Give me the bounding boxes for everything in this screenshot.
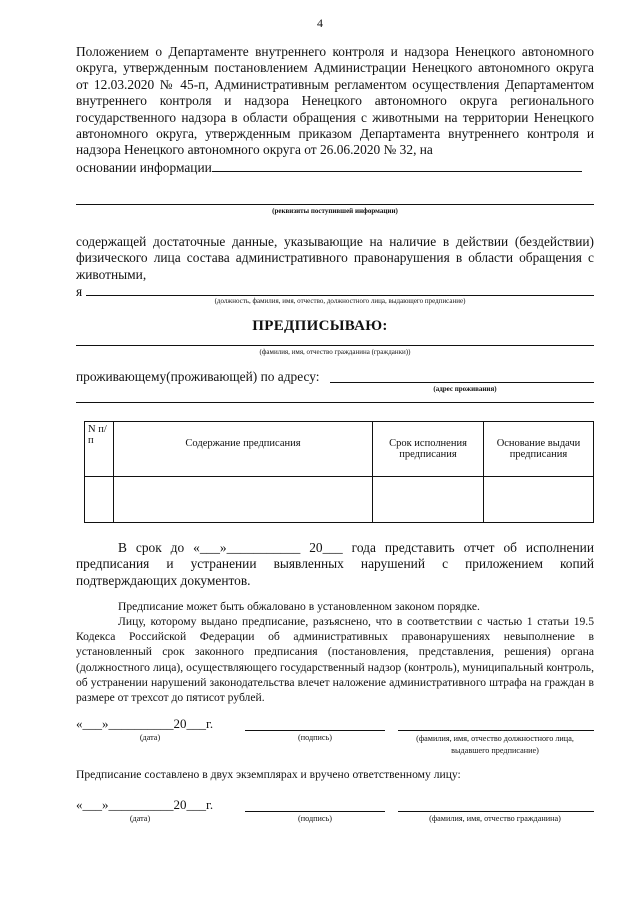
sign1-name-line[interactable] <box>398 730 594 731</box>
sign1-signature-caption: (подпись) <box>298 733 332 742</box>
sign2-signature-caption: (подпись) <box>298 814 332 823</box>
sign1-date-caption: (дата) <box>139 733 161 742</box>
sign2-signature-line[interactable] <box>245 811 385 812</box>
official-caption: (должность, фамилия, имя, отчество, должностного лица, выдающего предписание) <box>214 297 466 305</box>
cell-number[interactable] <box>85 477 114 523</box>
address-line-1[interactable] <box>330 382 594 383</box>
cell-basis[interactable] <box>484 477 594 523</box>
info-details-caption: (реквизиты поступившей информации) <box>272 207 398 215</box>
table-header-row <box>85 422 594 477</box>
sign2-name-caption: (фамилия, имя, отчество гражданина) <box>429 814 561 823</box>
header-content: Содержание предписания <box>114 422 373 477</box>
violation-paragraph: содержащей достаточные данные, указывающие на наличие в действии (бездействии) физического лица состава административного правонарушения в области обращения с животными, <box>76 234 594 282</box>
sign2-name-line[interactable] <box>398 811 594 812</box>
sign2-date[interactable]: «___»__________20___г. <box>76 797 214 812</box>
sign1-date[interactable]: «___»__________20___г. <box>76 716 214 731</box>
ya-label: я <box>76 284 83 299</box>
header-deadline: Срок исполнения предписания <box>373 422 484 477</box>
heading-predpisyvayu: ПРЕДПИСЫВАЮ: <box>252 318 388 334</box>
citizen-caption: (фамилия, имя, отчество гражданина (гражданки)) <box>259 348 411 356</box>
citizen-line[interactable] <box>76 345 594 346</box>
intro-lead: основании информации <box>76 159 212 175</box>
page-number: 4 <box>317 16 323 30</box>
sign1-signature-line[interactable] <box>245 730 385 731</box>
cell-deadline[interactable] <box>373 477 484 523</box>
intro-paragraph <box>76 44 594 176</box>
sign1-name-caption: (фамилия, имя, отчество должностного лица, выдавшего предписание) <box>416 734 574 755</box>
appeal-text: Предписание может быть обжаловано в установленном законом порядке. <box>118 600 480 613</box>
header-basis: Основание выдачи предписания <box>484 422 594 477</box>
info-blank[interactable] <box>212 159 582 172</box>
deadline-paragraph: В срок до «___»___________ 20___ года представить отчет об исполнении предписания и устранении выявленных нарушений с приложением копий подтверждающих документов. <box>76 540 594 588</box>
address-label: проживающему(проживающей) по адресу: <box>76 369 320 384</box>
copies-text: Предписание составлено в двух экземплярах и вручено ответственному лицу: <box>76 768 461 781</box>
sign2-date-caption: (дата) <box>129 814 151 823</box>
official-line[interactable] <box>86 295 594 296</box>
notice-text: Лицу, которому выдано предписание, разъяснено, что в соответствии с частью 1 статьи 19.5 Кодекса Российской Федерации об административных правонарушениях невыполнение в установленный срок законного предписания (постановления, представления, решения) органа (должностного лица), осуществляющего государственный надзор (контроль), муниципальный контроль, об устранении нарушений законодательства влечет наложение административного штрафа на граждан в размере от трехсот до пятисот рублей. <box>76 615 594 705</box>
table-row <box>85 477 594 523</box>
prescription-table <box>84 421 594 523</box>
intro-text: Положением о Департаменте внутреннего контроля и надзора Ненецкого автономного округа, утвержденным постановлением Администрации Ненецкого автономного округа от 12.03.2020 № 45-п, Административным регламентом осуществления Департаментом внутреннего контроля и надзора Ненецкого автономного округа регионального государственного надзора в области обращения с животными на территории Ненецкого автономного округа, утвержденным приказом Департамента внутреннего контроля и надзора Ненецкого автономного округа от 26.06.2020 № 32, на <box>76 44 594 158</box>
info-details-line[interactable] <box>76 204 594 205</box>
address-line-2[interactable] <box>76 402 594 403</box>
header-number: N п/п <box>85 422 114 477</box>
cell-content[interactable] <box>114 477 373 523</box>
address-caption: (адрес проживания) <box>433 385 497 393</box>
